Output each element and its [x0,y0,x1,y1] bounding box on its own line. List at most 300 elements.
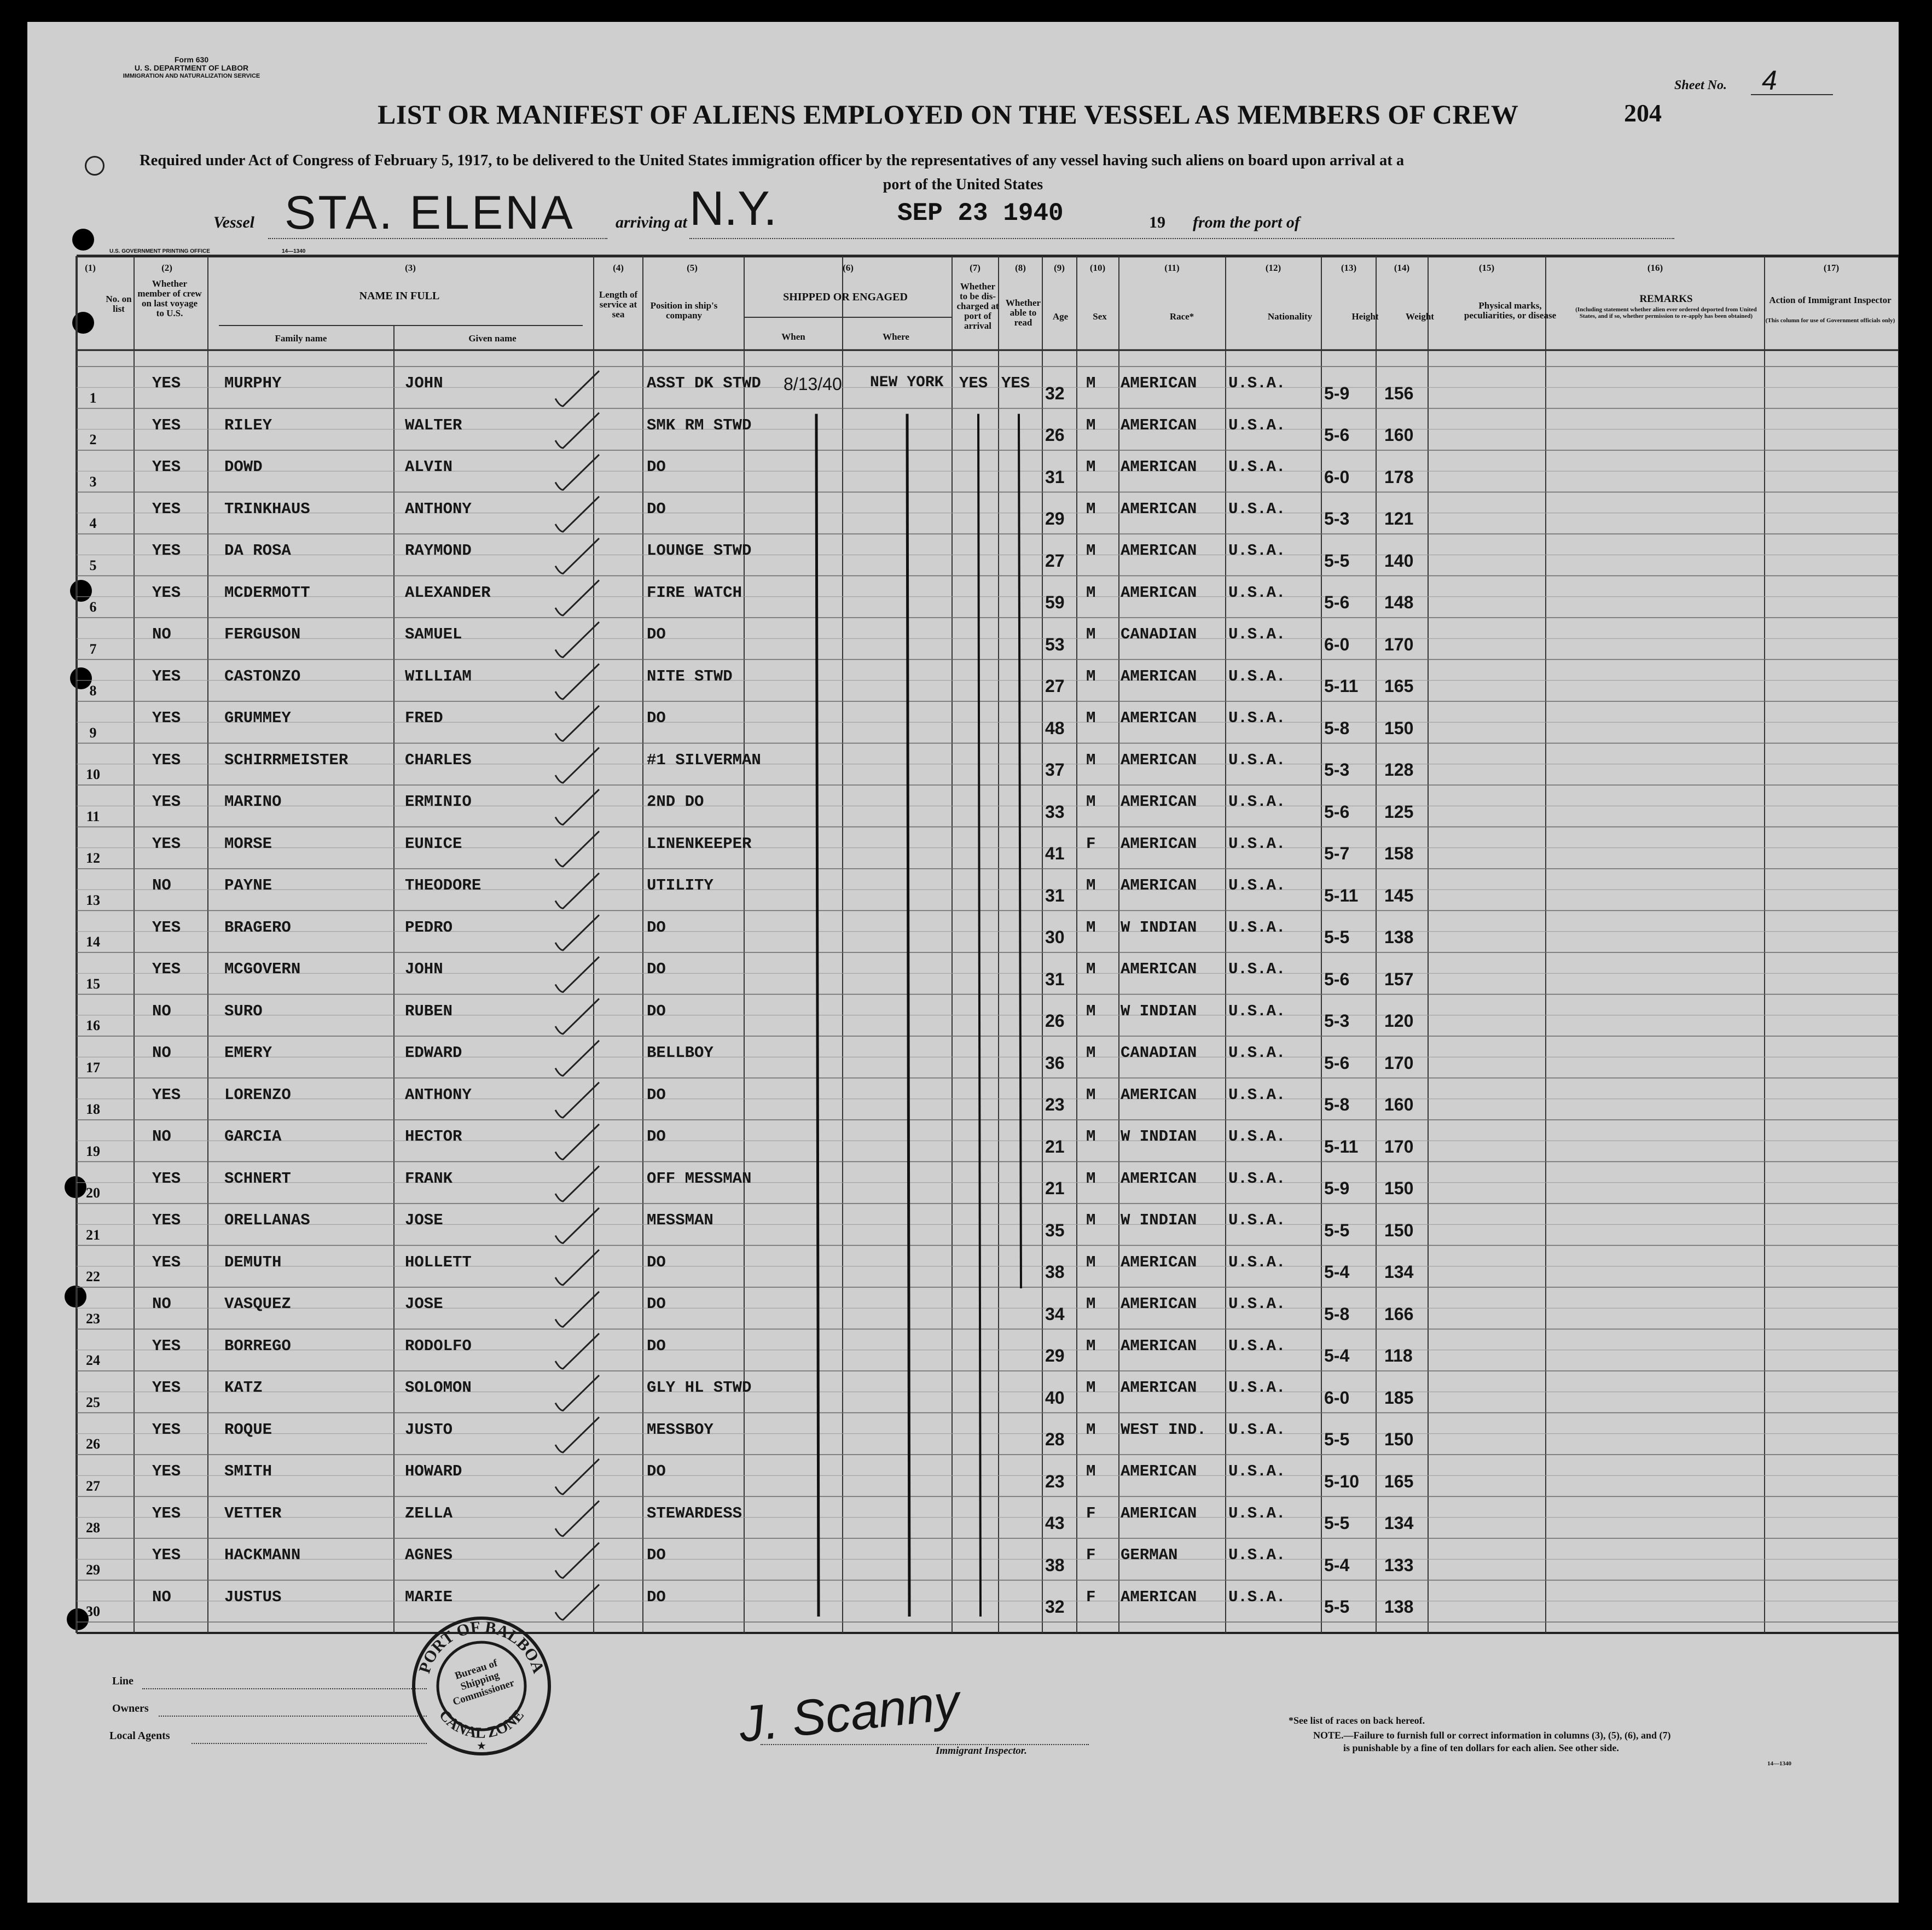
cell-sex: M [1086,1336,1096,1355]
vessel-name: STA. ELENA [285,187,575,239]
cell-nationality: U.S.A. [1228,876,1286,894]
cell-family-name: SURO [224,1002,263,1020]
cell-age: 29 [1045,1346,1065,1365]
svg-text:CANAL ZONE: CANAL ZONE [436,1706,527,1742]
cell-age: 36 [1045,1053,1065,1073]
cell-family-name: SMITH [224,1462,272,1480]
header-no-on-list: No. on list [106,294,132,314]
header-length-service: Length of service at sea [599,289,638,319]
cell-shipped-where: NEW YORK [870,374,944,391]
cell-given-name: RUBEN [405,1002,453,1020]
cell-weight: 150 [1384,1220,1414,1240]
cell-weight: 134 [1384,1513,1414,1533]
cell-sex: M [1086,1462,1096,1480]
cell-family-name: BRAGERO [224,918,291,937]
cell-weight: 150 [1384,1178,1414,1198]
service: IMMIGRATION AND NATURALIZATION SERVICE [123,73,260,79]
cell-age: 27 [1045,550,1065,571]
column-number: (13) [1341,263,1357,273]
cell-position: BELLBOY [647,1044,713,1062]
cell-weight: 138 [1384,1597,1414,1617]
cell-height: 5-8 [1324,718,1350,738]
cell-family-name: CASTONZO [224,667,301,685]
cell-age: 31 [1045,467,1065,487]
cell-position: MESSMAN [647,1211,713,1229]
cell-given-name: ANTHONY [405,1085,472,1104]
header-name-in-full: NAME IN FULL [359,290,440,302]
cell-nationality: U.S.A. [1228,625,1286,643]
table-row [27,660,1899,702]
cell-race: CANADIAN [1121,1044,1197,1062]
cell-sex: M [1086,709,1096,727]
cell-position: DO [647,1127,666,1146]
cell-family-name: ROQUE [224,1420,272,1439]
cell-no-on-list: 27 [86,1478,100,1494]
cell-height: 5-6 [1324,425,1350,445]
cell-last-voyage: YES [152,834,181,853]
arriving-label: arriving at [616,213,687,231]
table-row [27,618,1899,660]
cell-no-on-list: 14 [86,934,100,950]
cell-given-name: ALEXANDER [405,583,491,602]
cell-given-name: RAYMOND [405,542,472,560]
cell-position: DO [647,458,666,476]
header-member-last-voyage: Whether member of crew on last voyage to U.S. [137,278,202,318]
cell-nationality: U.S.A. [1228,458,1286,476]
cell-age: 26 [1045,425,1065,445]
table-row [27,576,1899,618]
table-row [27,1413,1899,1455]
cell-position: ASST DK STWD [647,374,761,392]
header-age: Age [1052,311,1069,322]
cell-no-on-list: 22 [86,1269,100,1284]
cell-position: DO [647,1462,666,1480]
cell-weight: 170 [1384,1136,1414,1156]
cell-age: 23 [1045,1471,1065,1491]
cell-position: DO [647,1588,666,1606]
cell-race: AMERICAN [1121,499,1197,518]
arriving-port: N.Y. [689,181,777,235]
cell-family-name: DEMUTH [224,1253,282,1271]
cell-sex: M [1086,1253,1096,1271]
column-number: (15) [1478,263,1495,273]
column-number: (4) [613,263,624,273]
cell-no-on-list: 9 [89,724,97,741]
vessel-label: Vessel [213,213,254,231]
cell-position: LOUNGE STWD [647,542,752,560]
cell-sex: M [1086,876,1096,894]
cell-nationality: U.S.A. [1228,751,1286,769]
cell-last-voyage: YES [152,793,181,811]
cell-race: AMERICAN [1121,1336,1197,1355]
cell-family-name: JUSTUS [224,1588,282,1606]
cell-no-on-list: 30 [86,1603,100,1619]
cell-given-name: JOSE [405,1211,443,1229]
table-row [27,534,1899,576]
column-number: (5) [687,263,698,273]
cell-height: 5-5 [1324,1597,1350,1617]
cell-family-name: MURPHY [224,374,282,392]
cell-nationality: U.S.A. [1228,374,1286,392]
table-row [27,1078,1899,1120]
cell-last-voyage: YES [152,416,181,434]
cell-age: 34 [1045,1304,1065,1324]
cell-family-name: TRINKHAUS [224,499,310,518]
column-number: (8) [1015,263,1026,273]
cell-sex: M [1086,1085,1096,1104]
header-where: Where [883,332,909,342]
cell-given-name: HECTOR [405,1127,462,1146]
cell-position: DO [647,960,666,978]
cell-nationality: U.S.A. [1228,1295,1286,1313]
cell-age: 33 [1045,801,1065,822]
cell-race: W INDIAN [1121,1211,1197,1229]
cell-no-on-list: 3 [89,473,97,490]
cell-no-on-list: 8 [89,683,97,699]
cell-age: 37 [1045,760,1065,780]
cell-given-name: EUNICE [405,834,462,853]
cell-height: 5-11 [1324,885,1359,905]
cell-race: AMERICAN [1121,1588,1197,1606]
cell-nationality: U.S.A. [1228,793,1286,811]
column-number: (1) [85,263,96,273]
immigrant-inspector-label: Immigrant Inspector. [936,1745,1027,1757]
cell-age: 28 [1045,1429,1065,1449]
cell-weight: 118 [1384,1346,1413,1365]
cell-race: AMERICAN [1121,1379,1197,1397]
from-port-label: from the port of [1193,213,1300,231]
cell-position: SMK RM STWD [647,416,752,434]
cell-nationality: U.S.A. [1228,1044,1286,1062]
table-row [27,1329,1899,1371]
cell-height: 5-5 [1324,1220,1350,1240]
cell-weight: 133 [1384,1555,1414,1575]
header-weight: Weight [1406,311,1434,322]
table-row [27,1036,1899,1078]
cell-given-name: FRED [405,709,443,727]
date-stamp: SEP 23 1940 [897,199,1064,228]
cell-age: 30 [1045,927,1065,947]
cell-weight: 150 [1384,718,1414,738]
cell-given-name: SAMUEL [405,625,462,643]
cell-given-name: CHARLES [405,751,472,769]
cell-given-name: JOHN [405,374,443,392]
cell-weight: 160 [1384,425,1414,445]
cell-race: AMERICAN [1121,542,1197,560]
cell-age: 21 [1045,1178,1065,1198]
cell-nationality: U.S.A. [1228,1002,1286,1020]
cell-age: 32 [1045,383,1065,403]
cell-weight: 157 [1384,969,1414,989]
header-action-sub: (This column for use of Government officials only) [1765,317,1895,324]
cell-last-voyage: NO [152,1295,171,1313]
column-number: (2) [161,263,172,273]
cell-no-on-list: 20 [86,1185,100,1201]
cell-last-voyage: YES [152,751,181,769]
cell-race: AMERICAN [1121,960,1197,978]
cell-position: #1 SILVERMAN [647,751,761,769]
inspector-signature: J. Scanny [736,1674,962,1753]
column-number: (11) [1164,263,1180,273]
cell-height: 5-3 [1324,509,1350,528]
cell-family-name: SCHIRRMEISTER [224,751,349,769]
owners-underline [159,1716,427,1717]
cell-weight: 145 [1384,885,1414,905]
cell-no-on-list: 29 [86,1561,100,1578]
cell-family-name: EMERY [224,1044,272,1062]
cell-height: 6-0 [1324,634,1350,654]
cell-sex: M [1086,374,1096,392]
table-row [27,952,1899,995]
cell-age: 31 [1045,885,1065,905]
cell-height: 5-6 [1324,801,1350,822]
table-row [27,1580,1899,1623]
cell-age: 43 [1045,1513,1065,1533]
cell-weight: 121 [1384,509,1414,528]
table-row [27,1497,1899,1539]
column-number: (3) [405,263,416,273]
cell-last-voyage: NO [152,1002,171,1020]
cell-race: W INDIAN [1121,918,1197,937]
header-position: Position in ship's company [650,300,718,321]
cell-family-name: MARINO [224,793,282,811]
header-family-name: Family name [275,333,327,344]
cell-height: 6-0 [1324,1387,1350,1408]
cell-last-voyage: YES [152,542,181,560]
cell-nationality: U.S.A. [1228,583,1286,602]
cell-race: AMERICAN [1121,1085,1197,1104]
cell-position: FIRE WATCH [647,583,742,602]
column-number: (6) [843,263,854,273]
column-number: (7) [970,263,980,273]
cell-position: UTILITY [647,876,713,894]
cell-last-voyage: YES [152,1379,181,1397]
cell-given-name: RODOLFO [405,1336,472,1355]
cell-sex: M [1086,1379,1096,1397]
form-number: Form 630 [174,55,209,64]
cell-given-name: JOSE [405,1295,443,1313]
cell-age: 48 [1045,718,1065,738]
cell-last-voyage: YES [152,1085,181,1104]
cell-given-name: AGNES [405,1546,453,1564]
cell-position: 2ND DO [647,793,704,811]
header-given-name: Given name [468,333,517,344]
cell-height: 5-4 [1324,1262,1350,1282]
cell-age: 40 [1045,1387,1065,1408]
cell-height: 5-10 [1324,1471,1360,1491]
cell-race: AMERICAN [1121,1462,1197,1480]
cell-sex: F [1086,1546,1096,1564]
cell-nationality: U.S.A. [1228,416,1286,434]
cell-family-name: VASQUEZ [224,1295,291,1313]
cell-family-name: RILEY [224,416,272,434]
fine-note: NOTE.—Failure to furnish full or correct information in columns (3), (5), (6), and (7) [1313,1730,1671,1741]
cell-given-name: THEODORE [405,876,481,894]
cell-weight: 170 [1384,1053,1414,1073]
cell-given-name: ANTHONY [405,499,472,518]
table-row [27,492,1899,534]
cell-no-on-list: 11 [86,808,100,824]
cell-height: 5-5 [1324,1513,1350,1533]
cell-weight: 165 [1384,1471,1414,1491]
sheet-number: 4 [1762,65,1777,96]
cell-last-voyage: YES [152,499,181,518]
table-row [27,1287,1899,1329]
cell-nationality: U.S.A. [1228,709,1286,727]
signature-underline [761,1744,1089,1745]
cell-family-name: SCHNERT [224,1169,291,1188]
cell-weight: 170 [1384,634,1414,654]
cell-weight: 156 [1384,383,1414,403]
cell-last-voyage: YES [152,1336,181,1355]
cell-age: 35 [1045,1220,1065,1240]
page-number: 204 [1624,99,1662,127]
cell-no-on-list: 15 [86,975,100,992]
agents-underline [192,1743,427,1744]
cell-height: 5-3 [1324,760,1350,780]
cell-position: DO [647,1546,666,1564]
cell-able-read: YES [1001,374,1030,392]
column-number: (17) [1823,263,1840,273]
owners-label: Owners [112,1702,149,1714]
cell-height: 5-9 [1324,383,1350,403]
cell-sex: M [1086,583,1096,602]
cell-sex: M [1086,793,1096,811]
cell-position: LINENKEEPER [647,834,752,853]
cell-race: AMERICAN [1121,834,1197,853]
cell-nationality: U.S.A. [1228,542,1286,560]
cell-nationality: U.S.A. [1228,960,1286,978]
cell-nationality: U.S.A. [1228,918,1286,937]
cell-given-name: HOWARD [405,1462,462,1480]
table-row [27,869,1899,911]
cell-family-name: KATZ [224,1379,263,1397]
cell-height: 5-6 [1324,592,1350,612]
cell-race: AMERICAN [1121,1295,1197,1313]
table-row [27,409,1899,451]
cell-no-on-list: 24 [86,1352,100,1368]
cell-sex: M [1086,960,1096,978]
cell-position: DO [647,1002,666,1020]
cell-sex: M [1086,1002,1096,1020]
cell-family-name: GRUMMEY [224,709,291,727]
cell-last-voyage: NO [152,1044,171,1062]
table-row [27,1371,1899,1413]
cell-nationality: U.S.A. [1228,1588,1286,1606]
cell-nationality: U.S.A. [1228,667,1286,685]
cell-position: DO [647,709,666,727]
cell-race: W INDIAN [1121,1002,1197,1020]
cell-nationality: U.S.A. [1228,1211,1286,1229]
cell-no-on-list: 17 [86,1059,100,1076]
cell-position: STEWARDESS [647,1504,742,1522]
cell-age: 23 [1045,1095,1065,1114]
header-sex: Sex [1093,311,1107,322]
cell-sex: M [1086,667,1096,685]
cell-race: GERMAN [1121,1546,1178,1564]
manifest-sheet [27,22,1899,1903]
cell-position: MESSBOY [647,1420,713,1439]
cell-given-name: MARIE [405,1588,453,1606]
cell-age: 38 [1045,1262,1065,1282]
cell-given-name: ZELLA [405,1504,453,1522]
table-row [27,367,1899,409]
cell-position: DO [647,625,666,643]
cell-no-on-list: 12 [86,850,100,866]
port-of-balboa-stamp: PORT OF BALBOA CANAL ZONE Bureau of Shipping Commissioner ★ [410,1615,553,1757]
cell-family-name: ORELLANAS [224,1211,310,1229]
cell-family-name: DOWD [224,458,263,476]
form-title: LIST OR MANIFEST OF ALIENS EMPLOYED ON THE VESSEL AS MEMBERS OF CREW [378,99,1519,130]
cell-height: 5-8 [1324,1095,1350,1114]
cell-age: 27 [1045,676,1065,696]
table-row [27,995,1899,1037]
cell-age: 21 [1045,1136,1065,1156]
cell-weight: 160 [1384,1095,1414,1114]
cell-position: OFF MESSMAN [647,1169,752,1188]
cell-no-on-list: 21 [86,1226,100,1243]
cell-no-on-list: 10 [86,766,100,782]
header-discharged: Whether to be dis- charged at port of arrival [956,281,999,331]
header-race: Race* [1169,311,1194,322]
cell-race: AMERICAN [1121,416,1197,434]
cell-sex: M [1086,1127,1096,1146]
department: U. S. DEPARTMENT OF LABOR [134,63,249,72]
cell-sex: M [1086,751,1096,769]
cell-nationality: U.S.A. [1228,1127,1286,1146]
cell-family-name: LORENZO [224,1085,291,1104]
cell-family-name: MCDERMOTT [224,583,310,602]
cell-given-name: SOLOMON [405,1379,472,1397]
table-row [27,1538,1899,1580]
cell-family-name: FERGUSON [224,625,301,643]
cell-weight: 158 [1384,844,1414,863]
cell-nationality: U.S.A. [1228,1546,1286,1564]
table-row [27,450,1899,492]
cell-last-voyage: YES [152,1169,181,1188]
cell-last-voyage: NO [152,625,171,643]
cell-last-voyage: YES [152,1420,181,1439]
cell-nationality: U.S.A. [1228,1169,1286,1188]
cell-weight: 128 [1384,760,1414,780]
cell-given-name: JUSTO [405,1420,453,1439]
cell-weight: 178 [1384,467,1414,487]
cell-sex: M [1086,1044,1096,1062]
table-row [27,1246,1899,1288]
cell-last-voyage: YES [152,1211,181,1229]
cell-sex: M [1086,458,1096,476]
header-action: Action of Immigrant Inspector [1769,295,1892,305]
cell-family-name: DA ROSA [224,542,291,560]
cell-family-name: VETTER [224,1504,282,1522]
cell-sex: F [1086,1588,1096,1606]
cell-position: DO [647,1336,666,1355]
cell-age: 29 [1045,509,1065,528]
cell-position: DO [647,1085,666,1104]
column-number: (14) [1394,263,1410,273]
local-agents-label: Local Agents [109,1730,170,1742]
cell-height: 5-11 [1324,676,1359,696]
printing-code-top: 14—1340 [282,248,306,254]
cell-weight: 148 [1384,592,1414,612]
column-number: (9) [1054,263,1065,273]
header-physical: Physical marks, peculiarities, or disease [1464,300,1557,321]
cell-sex: M [1086,1420,1096,1439]
year-label: 19 [1149,213,1165,231]
cell-race: AMERICAN [1121,1169,1197,1188]
cell-given-name: HOLLETT [405,1253,472,1271]
cell-height: 5-5 [1324,550,1350,571]
